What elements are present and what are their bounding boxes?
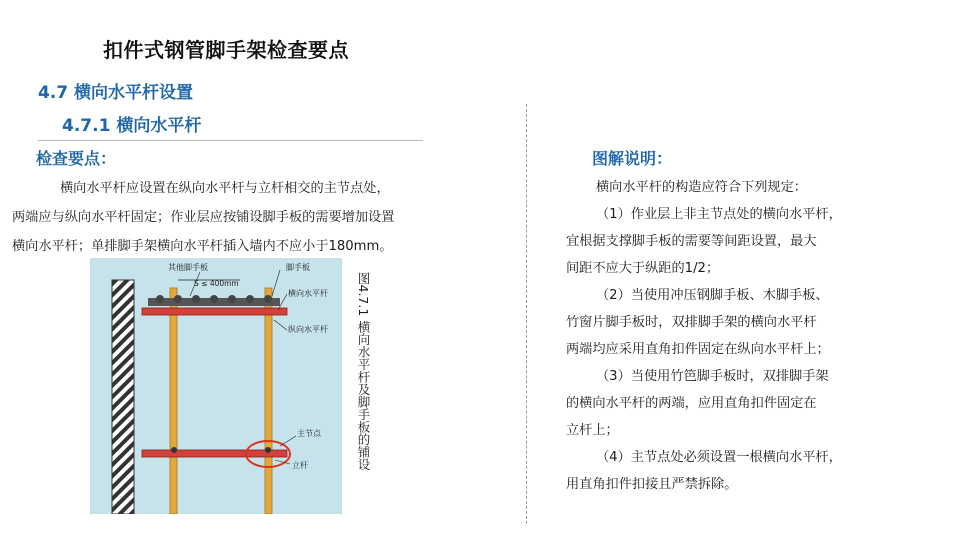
transverse-bar-top [142, 308, 287, 315]
wall [112, 280, 134, 514]
check-line-2: 两端应与纵向水平杆固定；作业层应按铺设脚手板的需要增加设置 [12, 210, 395, 225]
item-1-line-2: 宜根据支撑脚手板的需要等间距设置，最大 [566, 234, 817, 249]
check-points-text [12, 174, 482, 261]
upright-outer [265, 288, 272, 514]
check-line-1: 横向水平杆应设置在纵向水平杆与立杆相交的主节点处， [60, 181, 390, 196]
explanation-heading: 图解说明： [592, 149, 673, 168]
label-board: 脚手板 [286, 263, 310, 272]
item-2-line-2: 竹窗片脚手板时，双排脚手架的横向水平杆 [566, 315, 817, 330]
item-4-line-2: 用直角扣件扣接且严禁拆除。 [566, 477, 738, 492]
item-2-line-1: （2）当使用冲压钢脚手板、木脚手板、 [596, 288, 829, 303]
item-3-line-1: （3）当使用竹笆脚手板时，双排脚手架 [596, 369, 829, 384]
item-2-line-3: 两端均应采用直角扣件固定在纵向水平杆上； [566, 342, 830, 357]
coupler [171, 447, 177, 453]
page-title: 扣件式钢管脚手架检查要点 [103, 38, 349, 62]
section-heading: 4.7 横向水平杆设置 [38, 83, 194, 103]
scaffold-diagram [90, 258, 342, 514]
coupler [265, 447, 271, 453]
item-4-line-1: （4）主节点处必须设置一根横向水平杆， [596, 450, 842, 465]
subsection-heading: 4.7.1 横向水平杆 [62, 116, 202, 136]
explanation-text [566, 174, 926, 498]
item-3-line-3: 立杆上； [566, 423, 619, 438]
label-other-board: 其他脚手板 [168, 263, 208, 272]
label-main-node: 主节点 [297, 429, 321, 438]
heading-divider [38, 140, 423, 141]
explanation-intro: 横向水平杆的构造应符合下列规定： [596, 180, 807, 195]
item-1-line-1: （1）作业层上非主节点处的横向水平杆， [596, 207, 842, 222]
column-divider [526, 104, 527, 524]
label-transverse-bar: 横向水平杆 [288, 289, 328, 298]
label-spacing: S ≤ 400mm [194, 279, 239, 288]
label-upright: 立杆 [292, 461, 308, 470]
check-points-heading: 检查要点： [36, 149, 117, 168]
label-longitudinal-bar: 纵向水平杆 [288, 325, 328, 334]
scaffold-diagram-svg [90, 258, 342, 514]
item-1-line-3: 间距不应大于纵距的1/2； [566, 261, 720, 276]
check-line-3: 横向水平杆；单排脚手架横向水平杆插入墙内不应小于180mm。 [12, 239, 393, 254]
upright-inner [170, 288, 177, 514]
item-3-line-2: 的横向水平杆的两端，应用直角扣件固定在 [566, 396, 817, 411]
figure-caption: 图4.7.1 横向水平杆及脚手板的铺设 [356, 272, 371, 471]
